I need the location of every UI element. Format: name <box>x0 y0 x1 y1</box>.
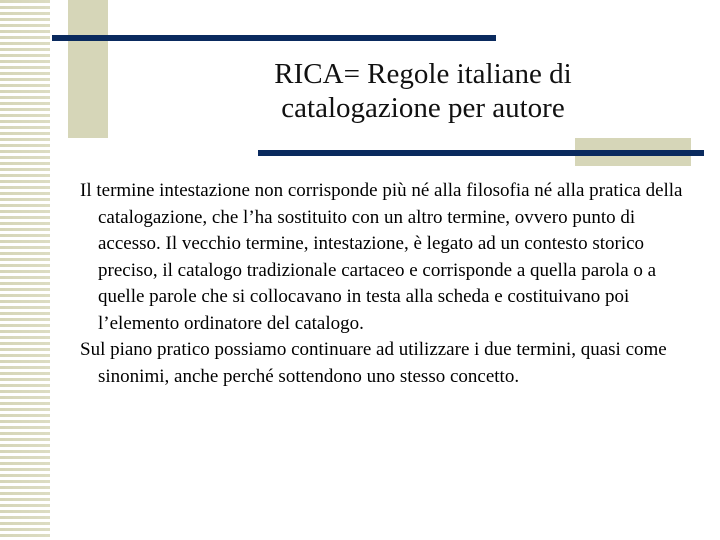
slide-body <box>80 178 695 390</box>
title-rule-bottom <box>258 150 704 156</box>
title-rule-top <box>52 35 496 41</box>
accent-block-top <box>68 0 108 138</box>
body-paragraph-2: Sul piano pratico possiamo continuare ad utilizzare i due termini, quasi come sinonimi, anche perché sottendono uno stesso concetto. <box>80 339 667 387</box>
slide-title-line-1: RICA= Regole italiane di <box>274 58 572 90</box>
slide-title <box>150 57 696 125</box>
decorative-stripes-overlay <box>0 0 50 540</box>
body-paragraph-1: Il termine intestazione non corrisponde più né alla filosofia né alla pratica della catalogazione, che l’ha sostituito con un altro termine, ovvero punto di accesso. Il vecchio termine, intestazione, è legato ad un contesto storico preciso, il catalogo tradizionale cartaceo e corrisponde a quella parola o a quelle parole che si collocavano in testa alla scheda e costituivano poi l’elemento ordinatore del catalogo. <box>80 180 683 334</box>
slide-title-line-2: catalogazione per autore <box>281 92 565 124</box>
